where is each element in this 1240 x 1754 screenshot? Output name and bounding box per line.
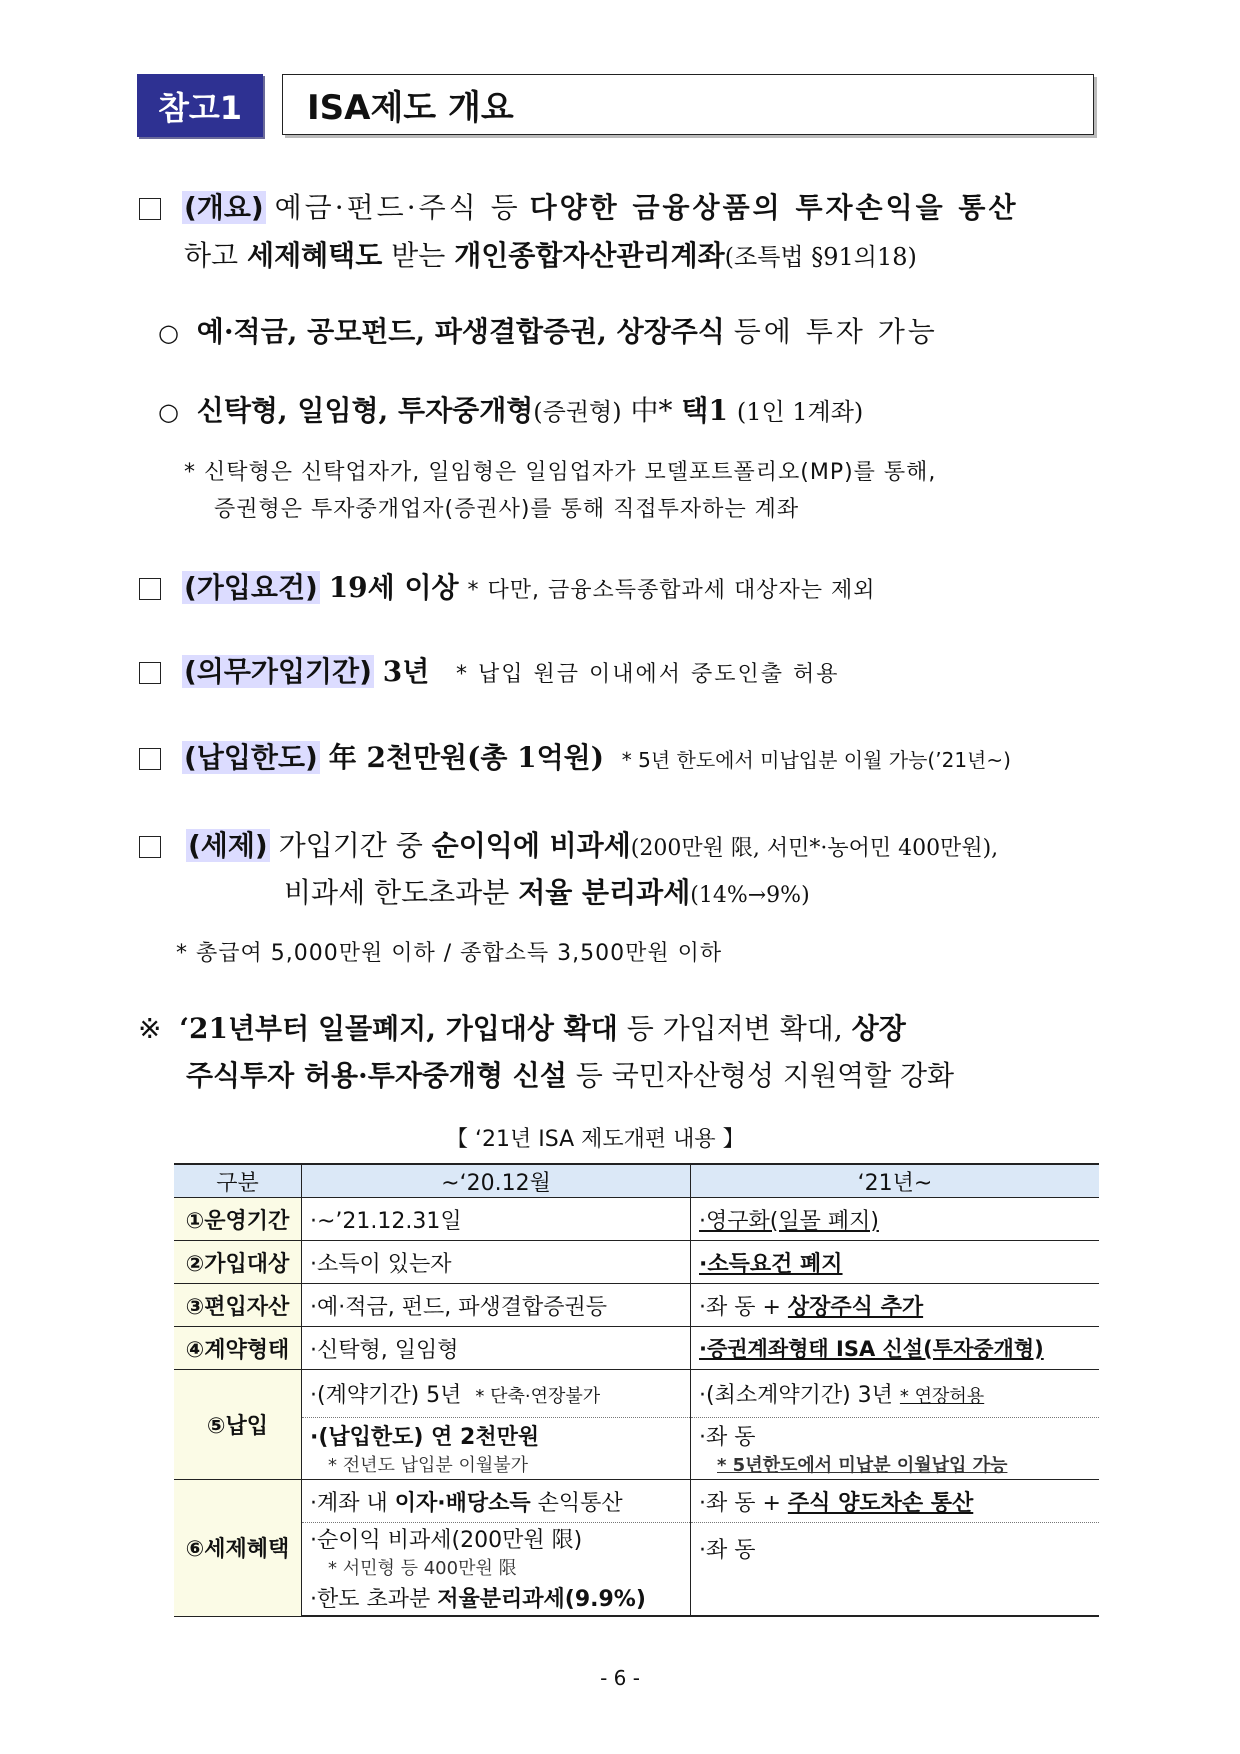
bullet-products-bold: 예·적금, 공모펀드, 파생결합증권, 상장주식 xyxy=(196,315,725,348)
footnote-account-types-2: 증권형은 투자중개업자(증권사)를 통해 직접투자하는 계좌 xyxy=(214,497,800,522)
row-new xyxy=(691,1480,1100,1523)
row-old-text: ·(계약기간) 5년 xyxy=(310,1383,462,1408)
row-old-suffix: 손익통산 xyxy=(530,1490,623,1516)
overview-text-d: 세제혜택도 xyxy=(247,239,383,272)
checkbox-join xyxy=(139,578,161,600)
row-new xyxy=(691,1370,1100,1418)
checkbox-limit xyxy=(139,748,161,770)
duty-note: * 납입 원금 이내에서 중도인출 허용 xyxy=(456,662,840,687)
checkbox-overview xyxy=(139,198,161,220)
row-new-text: ·증권계좌형태 ISA 신설(투자중개형) xyxy=(699,1337,1044,1361)
row-new xyxy=(691,1418,1100,1480)
bullet-types-bold2: 택1 xyxy=(681,394,728,427)
overview-text-b: 다양한 금융상품의 투자손익을 통산 xyxy=(529,191,1019,224)
row-old xyxy=(302,1580,691,1616)
bullet-types-paren: (증권형) xyxy=(533,398,622,426)
row-new-text: ·좌 동 xyxy=(699,1425,756,1450)
reform-text-f: 등 국민자산형성 지원역할 강화 xyxy=(575,1059,955,1092)
overview-label: (개요) xyxy=(184,191,264,224)
row-old: ·예·적금, 펀드, 파생결합증권등 xyxy=(302,1284,691,1327)
join-line xyxy=(182,568,875,611)
table-row xyxy=(174,1284,1099,1327)
join-value: 19세 이상 xyxy=(328,571,459,604)
bullet-products xyxy=(158,312,938,353)
tax-line2 xyxy=(284,873,810,916)
bullet-types xyxy=(158,391,863,432)
bullet-types-mid: 中* xyxy=(630,394,673,427)
overview-text-c: 하고 xyxy=(184,239,239,272)
overview-line2 xyxy=(184,236,917,277)
row-label: ⑥세제혜택 xyxy=(174,1480,302,1617)
table-row xyxy=(174,1198,1099,1241)
row-old-bold: 저율분리과세(9.9%) xyxy=(437,1587,646,1612)
row-new-text: ·(최소계약기간) 3년 xyxy=(699,1383,893,1408)
reform-text-a: ‘21년부터 xyxy=(179,1012,310,1045)
row-label: ③편입자산 xyxy=(174,1284,302,1327)
tax-note: * 총급여 5,000만원 이하 / 종합소득 3,500만원 이하 xyxy=(176,941,723,966)
bullet-types-tail: (1인 1계좌) xyxy=(736,398,864,426)
limit-value: 年 2천만원(총 1억원) xyxy=(328,741,604,774)
join-label: (가입요건) xyxy=(184,571,318,604)
overview-law-ref: (조특법 §91의18) xyxy=(724,243,917,271)
limit-line xyxy=(182,738,1011,780)
row-new xyxy=(691,1327,1100,1370)
row-label: ①운영기간 xyxy=(174,1198,302,1241)
limit-note: * 5년 한도에서 미납입분 이월 가능(’21년~) xyxy=(621,748,1011,772)
row-new xyxy=(691,1523,1100,1617)
reform-text-e: 주식투자 허용·투자중개형 신설 xyxy=(186,1059,567,1092)
header-category: 구분 xyxy=(174,1164,302,1198)
row-label: ②가입대상 xyxy=(174,1241,302,1284)
table-row xyxy=(174,1241,1099,1284)
overview-text-f: 개인종합자산관리계좌 xyxy=(454,239,725,272)
row-old xyxy=(302,1480,691,1523)
row-old-text: ·(납입한도) 연 2천만원 xyxy=(310,1425,540,1450)
row-new xyxy=(691,1198,1100,1241)
overview-text-a: 예금·펀드·주식 등 xyxy=(274,191,521,224)
duty-line xyxy=(182,652,840,695)
bullet-mark-2: ○ xyxy=(158,398,179,426)
row-old-note: * 단축·연장불가 xyxy=(475,1386,601,1407)
tax-line1 xyxy=(186,826,998,869)
bullet-products-rest: 등에 투자 가능 xyxy=(733,315,938,348)
table-row xyxy=(174,1327,1099,1370)
bullet-types-bold: 신탁형, 일임형, 투자중개형 xyxy=(196,394,534,427)
join-note: * 다만, 금융소득종합과세 대상자는 제외 xyxy=(467,578,876,603)
row-old-prefix: ·계좌 내 xyxy=(310,1490,395,1516)
duty-value: 3년 xyxy=(382,655,430,688)
page-number: - 6 - xyxy=(600,1666,640,1690)
row-new xyxy=(691,1284,1100,1327)
tax-text-a: 가입기간 중 xyxy=(278,829,423,862)
table-row xyxy=(174,1480,1099,1523)
table-row xyxy=(174,1523,1099,1581)
duty-label: (의무가입기간) xyxy=(184,655,372,688)
tax-text-f: (14%→9%) xyxy=(690,883,810,908)
table-row xyxy=(174,1370,1099,1418)
reform-text-d: 상장 xyxy=(851,1012,906,1045)
reference-badge: 참고1 xyxy=(137,74,263,137)
row-old xyxy=(302,1370,691,1418)
isa-reform-table xyxy=(174,1163,1099,1617)
row-old-bold: 이자·배당소득 xyxy=(394,1490,531,1516)
row-label: ⑤납입 xyxy=(174,1370,302,1480)
row-old xyxy=(302,1523,691,1581)
tax-text-e: 저율 분리과세 xyxy=(518,876,691,909)
limit-label: (납입한도) xyxy=(184,741,318,774)
reform-line1 xyxy=(138,1009,906,1049)
row-new-prefix: ·좌 동 + xyxy=(699,1294,788,1320)
row-new xyxy=(691,1241,1100,1284)
page-title-text: ISA제도 개요 xyxy=(307,88,514,128)
row-old xyxy=(302,1418,691,1480)
table-header-row xyxy=(174,1164,1099,1198)
checkbox-duty xyxy=(139,662,161,684)
row-new-text: ·영구화(일몰 폐지) xyxy=(699,1208,879,1234)
row-new-text: ·좌 동 xyxy=(699,1538,756,1563)
reform-mark: ※ xyxy=(138,1012,162,1045)
reform-text-b: 일몰폐지, 가입대상 확대 xyxy=(318,1012,618,1045)
tax-text-d: 비과세 한도초과분 xyxy=(284,876,510,909)
row-new-note: * 5년한도에서 미납분 이월납입 가능 xyxy=(717,1455,1008,1476)
tax-text-c: (200만원 限, 서민*·농어민 400만원), xyxy=(630,836,999,861)
tax-label: (세제) xyxy=(188,829,268,862)
row-label: ④계약형태 xyxy=(174,1327,302,1370)
row-new-text: 주식 양도차손 통산 xyxy=(787,1490,974,1516)
row-old: ·소득이 있는자 xyxy=(302,1241,691,1284)
table-caption: 【 ‘21년 ISA 제도개편 내용 】 xyxy=(446,1127,745,1152)
row-old-note: * 서민형 등 400만원 限 xyxy=(328,1558,517,1579)
row-old: ·~’21.12.31일 xyxy=(302,1198,691,1241)
row-new-text: 상장주식 추가 xyxy=(787,1294,924,1320)
page-title xyxy=(282,74,1094,135)
bullet-mark-1: ○ xyxy=(158,319,179,347)
tax-text-b: 순이익에 비과세 xyxy=(431,829,631,862)
row-old: ·신탁형, 일임형 xyxy=(302,1327,691,1370)
footnote-account-types-1: * 신탁형은 신탁업자가, 일임형은 일임업자가 모델포트폴리오(MP)를 통해, xyxy=(184,460,937,485)
row-new-note: * 연장허용 xyxy=(899,1386,985,1407)
row-new-text: ·소득요건 폐지 xyxy=(699,1251,843,1277)
row-old-text: ·순이익 비과세(200만원 限) xyxy=(310,1528,583,1553)
header-after: ‘21년~ xyxy=(691,1164,1100,1198)
table-row xyxy=(174,1418,1099,1480)
reform-text-c: 등 가입저변 확대, xyxy=(626,1012,843,1045)
header-before: ~‘20.12월 xyxy=(302,1164,691,1198)
reform-line2 xyxy=(186,1056,954,1096)
overview-text-e: 받는 xyxy=(391,239,446,272)
row-old-note: * 전년도 납입분 이월불가 xyxy=(328,1455,529,1476)
overview-line1 xyxy=(182,188,1019,228)
checkbox-tax xyxy=(139,836,161,858)
row-new-prefix: ·좌 동 + xyxy=(699,1490,788,1516)
row-old-prefix: ·한도 초과분 xyxy=(310,1587,438,1612)
